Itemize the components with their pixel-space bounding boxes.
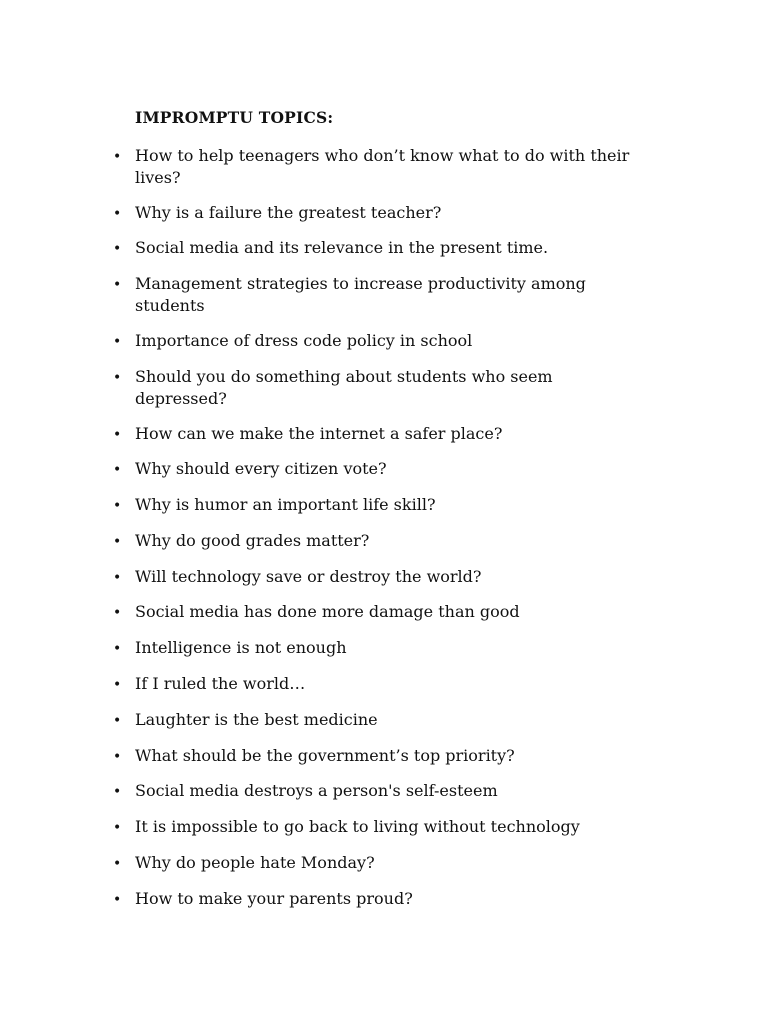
topic-text: Management strategies to increase productivity among students [135, 274, 586, 315]
topic-text: Why is a failure the greatest teacher? [135, 203, 442, 222]
document-title: IMPROMPTU TOPICS: [135, 108, 334, 127]
bullet-icon: • [113, 713, 122, 729]
topic-text: Laughter is the best medicine [135, 710, 378, 729]
bullet-icon: • [113, 749, 122, 765]
topic-text: Will technology save or destroy the world? [135, 567, 482, 586]
topic-text: Social media destroys a person's self-esteem [135, 781, 498, 800]
topic-text: It is impossible to go back to living without technology [135, 817, 580, 836]
topic-text: Why is humor an important life skill? [135, 495, 436, 514]
topic-text: Social media has done more damage than good [135, 602, 520, 621]
topic-text: How to make your parents proud? [135, 889, 413, 908]
bullet-icon: • [113, 641, 122, 657]
topic-text: Why do people hate Monday? [135, 853, 375, 872]
topic-text: Importance of dress code policy in school [135, 331, 473, 350]
bullet-icon: • [113, 462, 122, 478]
topic-text: Why should every citizen vote? [135, 459, 387, 478]
topic-text: Intelligence is not enough [135, 638, 347, 657]
topic-text: Why do good grades matter? [135, 531, 370, 550]
bullet-icon: • [113, 784, 122, 800]
bullet-icon: • [113, 241, 122, 257]
bullet-icon: • [113, 892, 122, 908]
topic-text: How to help teenagers who don’t know what to do with their lives? [135, 146, 630, 187]
topic-text: What should be the government’s top priority? [135, 746, 515, 765]
bullet-icon: • [113, 427, 122, 443]
bullet-icon: • [113, 856, 122, 872]
bullet-icon: • [113, 605, 122, 621]
bullet-icon: • [113, 277, 122, 293]
bullet-icon: • [113, 149, 122, 165]
bullet-icon: • [113, 820, 122, 836]
topic-text: How can we make the internet a safer place? [135, 424, 503, 443]
topic-text: Social media and its relevance in the present time. [135, 238, 549, 257]
topic-text: Should you do something about students who seem depressed? [135, 367, 553, 408]
bullet-icon: • [113, 334, 122, 350]
topic-text: If I ruled the world… [135, 674, 306, 693]
bullet-icon: • [113, 570, 122, 586]
bullet-icon: • [113, 677, 122, 693]
bullet-icon: • [113, 534, 122, 550]
bullet-icon: • [113, 498, 122, 514]
bullet-icon: • [113, 370, 122, 386]
bullet-icon: • [113, 206, 122, 222]
